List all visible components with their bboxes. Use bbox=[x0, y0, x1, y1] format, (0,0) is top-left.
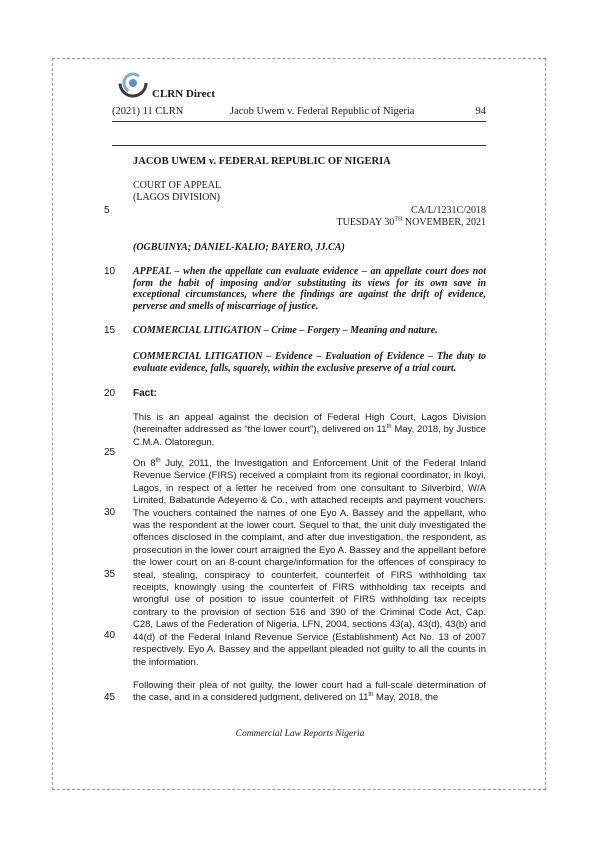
page-number: 94 bbox=[475, 106, 486, 117]
court-name: COURT OF APPEAL bbox=[133, 180, 222, 191]
court-division: (LAGOS DIVISION) bbox=[133, 192, 220, 203]
running-title: Jacob Uwem v. Federal Republic of Nigeria bbox=[230, 106, 415, 117]
brand-name: CLRN Direct bbox=[152, 88, 216, 100]
title-rule bbox=[112, 145, 486, 146]
case-title: JACOB UWEM v. FEDERAL REPUBLIC OF NIGERIA bbox=[133, 156, 391, 167]
suit-number: CA/L/1231C/2018 bbox=[410, 205, 486, 216]
line-number: 20 bbox=[104, 388, 116, 399]
judgment-date: TUESDAY 30TH NOVEMBER, 2021 bbox=[336, 216, 486, 228]
fact-heading: Fact: bbox=[133, 388, 157, 399]
line-number: 5 bbox=[104, 205, 110, 216]
page-footer: Commercial Law Reports Nigeria bbox=[235, 729, 365, 739]
running-header bbox=[112, 106, 486, 120]
citation: (2021) 11 CLRN bbox=[112, 106, 184, 117]
line-number: 45 bbox=[104, 692, 116, 703]
headnote-appeal: APPEAL – when the appellate can evaluate evidence – an appellate court does not form the habit of imposing and/or substituting its views for its own save in exceptional circumstances, where the findings are against the drift of evidence, perverse and smells of miscarriage of justice. bbox=[133, 266, 486, 312]
justices: (OGBUINYA; DANIEL-KALIO; BAYERO, JJ.CA) bbox=[133, 242, 345, 253]
headnote-evidence: COMMERCIAL LITIGATION – Evidence – Evaluation of Evidence – The duty to evaluate evidence, falls, squarely, within the exclusive preserve of a trial court. bbox=[133, 351, 486, 374]
header-rule bbox=[112, 121, 486, 122]
line-number: 15 bbox=[104, 325, 116, 336]
line-number: 40 bbox=[104, 630, 116, 641]
line-number: 30 bbox=[104, 507, 116, 518]
headnote-forgery: COMMERCIAL LITIGATION – Crime – Forgery – Meaning and nature. bbox=[133, 325, 438, 336]
paragraph-intro: This is an appeal against the decision of Federal High Court, Lagos Division (hereinafter addressed as “the lower court”), delivered on 11th May, 2018, by Justice C.M.A. Olatoregun. bbox=[133, 412, 487, 448]
clrn-logo-icon bbox=[116, 66, 150, 100]
paragraph-judgment: Following their plea of not guilty, the lower court had a full-scale determination of the case, and in a considered judgment, delivered on 11th May, 2018, the bbox=[133, 680, 486, 704]
line-number: 10 bbox=[104, 266, 116, 277]
line-number: 25 bbox=[104, 447, 116, 458]
paragraph-facts: On 8th July, 2011, the Investigation and Enforcement Unit of the Federal Inland Revenue Service (FIRS) received a complaint from its regional coordinator, in Ikoyi, Lagos, in respect of a letter he received from one consultant to Silverbird, W/A Limited, Babatunde Adeyemo & Co., with attached receipts and payment vouchers. The vouchers contained the names of one Eyo A. Bassey and the appellant, who was the respondent at the lower court. Sequel to that, the unit duly investigated the offences disclosed in the complaint, and after due investigation, the respondent, as prosecution in the lower court arraigned the Eyo A. Bassey and the appellant before the lower court on an 8-count charge/information for the offences of conspiracy to steal, stealing, conspiracy to counterfeit, counterfeit of FIRS withholding tax receipts, knowingly using the counterfeit of FIRS withholding tax receipts and wrongful use of position to issue counterfeit of FIRS withholding tax receipts contrary to the provision of section 516 and 390 of the Criminal Code Act, Cap. C28, Laws of the Federation of Nigeria, LFN, 2004, sections 43(a), 43(d), 43(b) and 44(d) of the Federal Inland Revenue Service (Establishment) Act No. 13 of 2007 respectively. Eyo A. Bassey and the appellant pleaded not guilty to all the counts in the information. bbox=[133, 457, 486, 668]
line-number: 35 bbox=[104, 569, 116, 580]
